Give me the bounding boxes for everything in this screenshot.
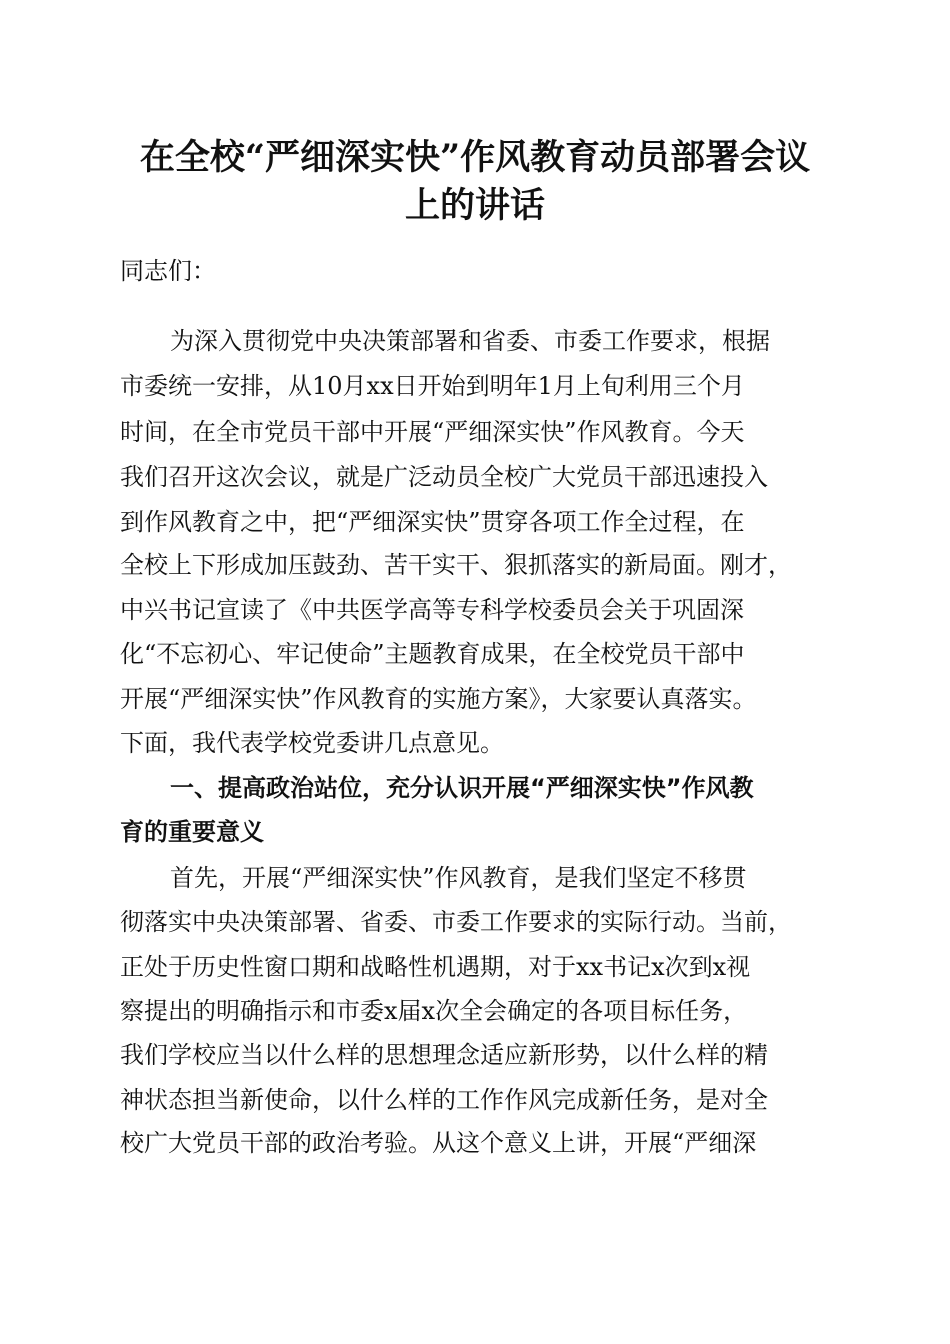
paragraph-1-line: 下面，我代表学校党委讲几点意见。: [120, 729, 504, 757]
paragraph-2-line: 校广大党员干部的政治考验。从这个意义上讲，开展“严细深: [120, 1129, 757, 1157]
paragraph-1-line: 为深入贯彻党中央决策部署和省委、市委工作要求，根据: [170, 327, 770, 355]
paragraph-2-line: 神状态担当新使命，以什么样的工作作风完成新任务，是对全: [120, 1086, 768, 1114]
paragraph-1-line: 中兴书记宣读了《中共医学高等专科学校委员会关于巩固深: [120, 596, 744, 624]
paragraph-1-line: 到作风教育之中，把“严细深实快”贯穿各项工作全过程，在: [120, 508, 745, 536]
document-title-line-1: 在全校“严细深实快”作风教育动员部署会议: [139, 137, 811, 178]
section-heading-1-line: 一、提高政治站位，充分认识开展“严细深实快”作风教: [170, 774, 754, 802]
paragraph-2-line: 正处于历史性窗口期和战略性机遇期，对于xx书记x次到x视: [120, 953, 751, 981]
salutation: 同志们：: [120, 257, 216, 285]
paragraph-1-line: 时间，在全市党员干部中开展“严细深实快”作风教育。今天: [120, 418, 745, 446]
section-heading-1-line: 育的重要意义: [120, 818, 264, 846]
paragraph-2-line: 首先，开展“严细深实快”作风教育，是我们坚定不移贯: [170, 864, 747, 892]
paragraph-2-line: 察提出的明确指示和市委x届x次全会确定的各项目标任务，: [120, 997, 748, 1025]
paragraph-1-line: 开展“严细深实快”作风教育的实施方案》，大家要认真落实。: [120, 685, 757, 713]
paragraph-1-line: 我们召开这次会议，就是广泛动员全校广大党员干部迅速投入: [120, 463, 768, 491]
paragraph-1-line: 市委统一安排，从10月xx日开始到明年1月上旬利用三个月: [120, 372, 745, 400]
paragraph-2-line: 我们学校应当以什么样的思想理念适应新形势，以什么样的精: [120, 1041, 768, 1069]
paragraph-2-line: 彻落实中央决策部署、省委、市委工作要求的实际行动。当前，: [120, 908, 792, 936]
paragraph-1-line: 化“不忘初心、牢记使命”主题教育成果，在全校党员干部中: [120, 640, 745, 668]
document-title-line-2: 上的讲话: [404, 185, 545, 226]
paragraph-1-line: 全校上下形成加压鼓劲、苦干实干、狠抓落实的新局面。刚才，: [120, 551, 792, 579]
